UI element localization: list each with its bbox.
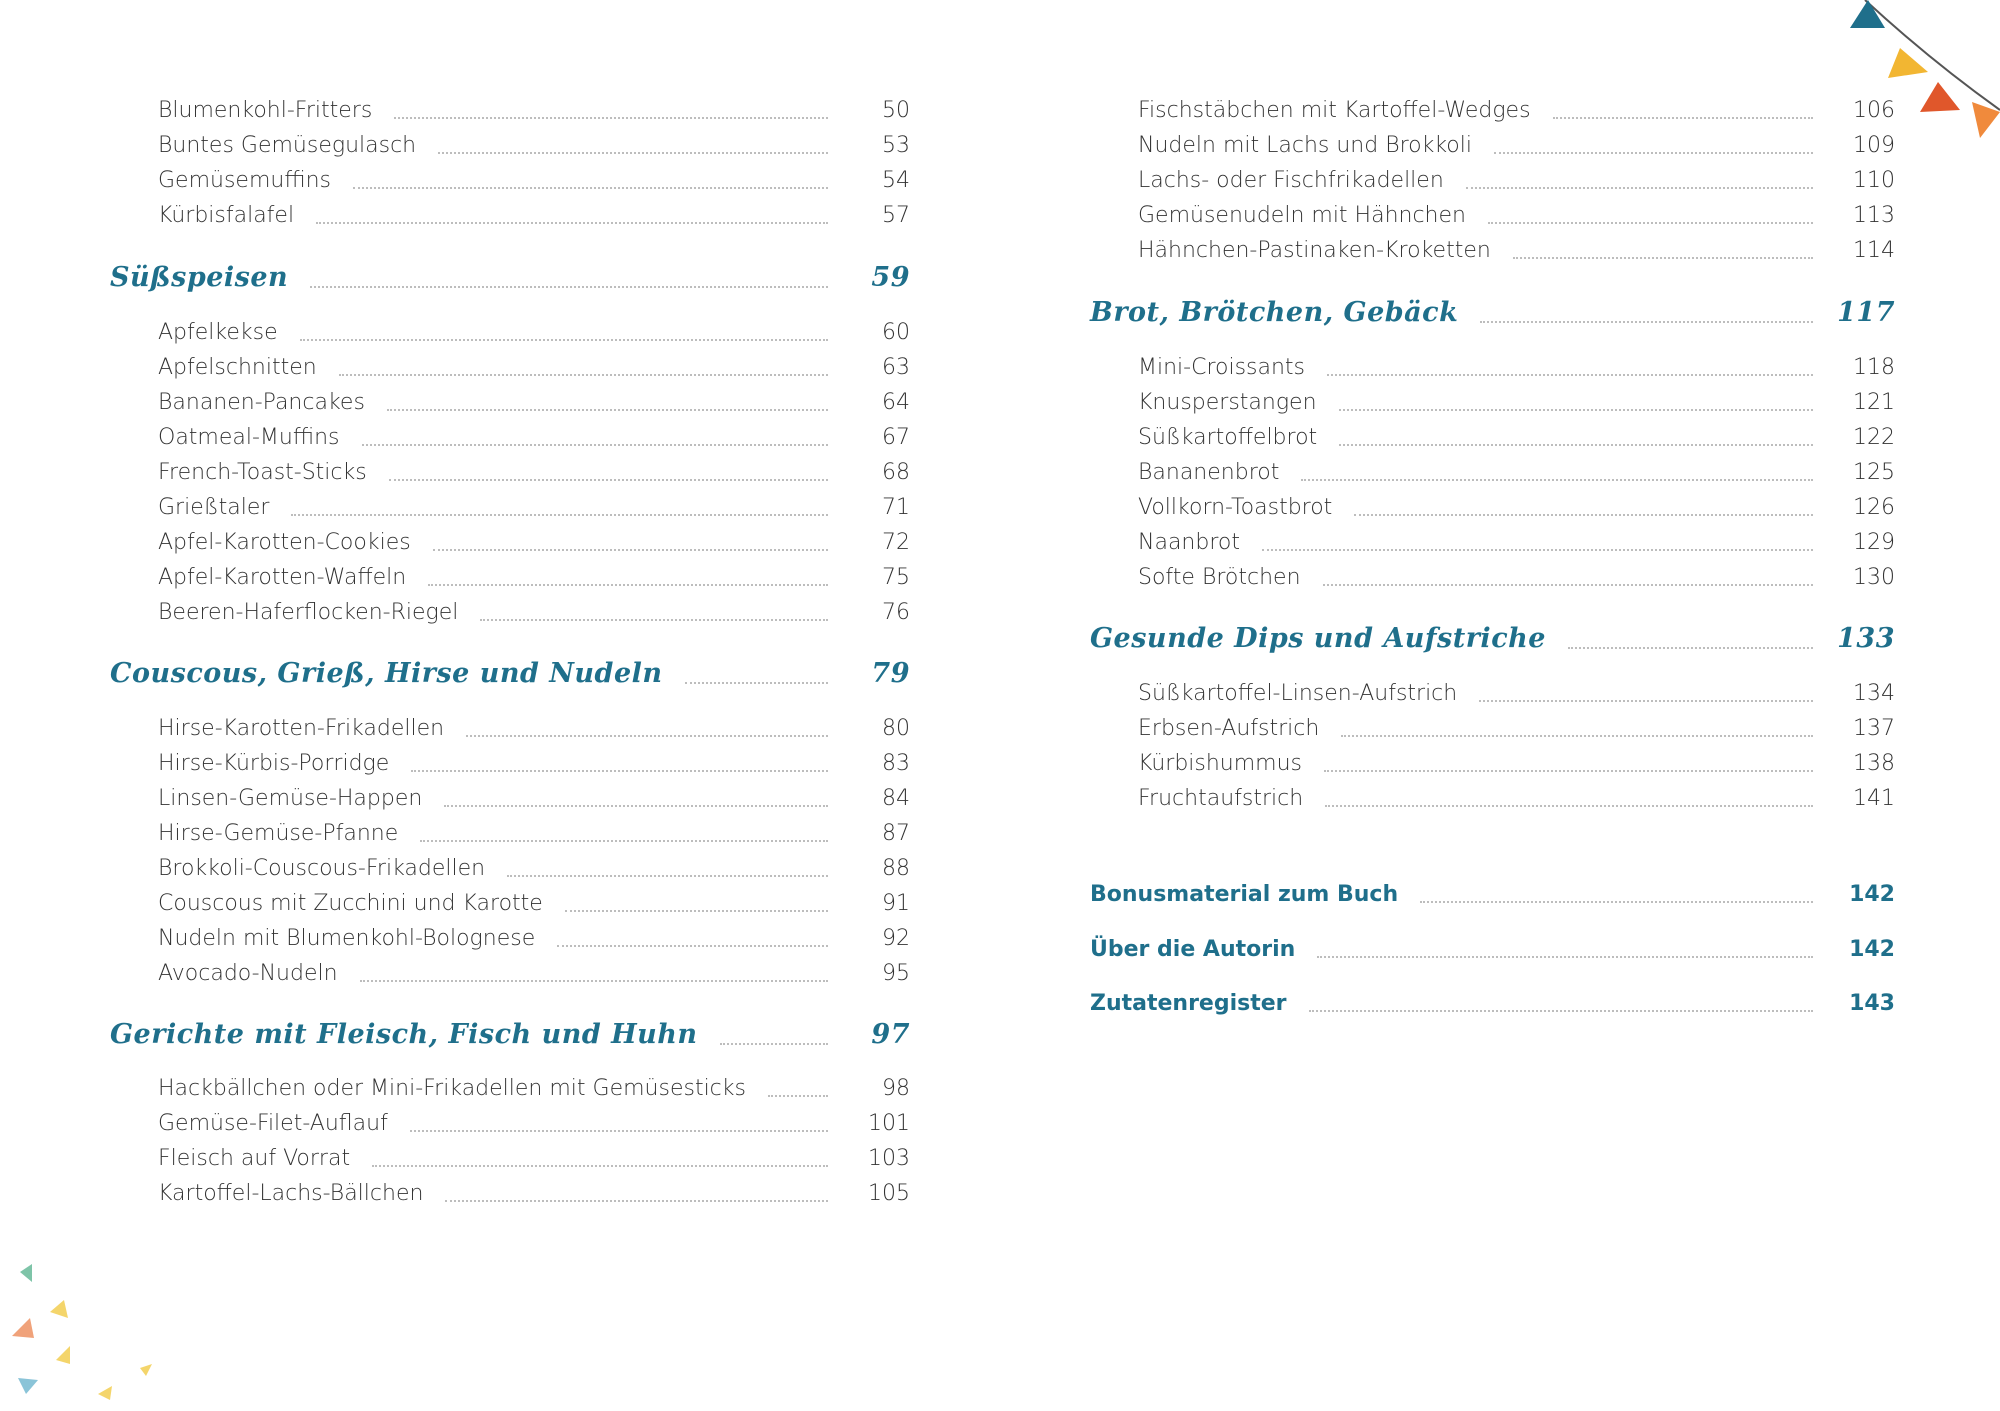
toc-entry-row[interactable]: [1090, 417, 1895, 453]
toc-page-number: 118: [1853, 355, 1895, 380]
toc-page-number: 106: [1853, 98, 1895, 123]
dot-leader: [1262, 549, 1813, 551]
toc-entry-title: Knusperstangen: [1138, 390, 1317, 415]
toc-page-number: 142: [1849, 937, 1895, 962]
toc-entry-row[interactable]: [110, 953, 910, 989]
toc-page-number: 101: [868, 1111, 910, 1136]
toc-page-number: 105: [868, 1181, 910, 1206]
bunting-flag: [1888, 48, 1928, 78]
toc-entry-row[interactable]: [1090, 452, 1895, 488]
dot-leader: [1325, 805, 1813, 807]
toc-page-number: 83: [882, 751, 910, 776]
toc-entry-row[interactable]: [110, 452, 910, 488]
dot-leader: [362, 444, 828, 446]
dot-leader: [1324, 770, 1813, 772]
bunting-flag: [1850, 0, 1885, 28]
toc-section-row[interactable]: [1090, 615, 1895, 659]
toc-entry-title: Kartoffel-Lachs-Bällchen: [158, 1181, 424, 1206]
toc-page-number: 75: [882, 565, 910, 590]
toc-page-number: 68: [882, 460, 910, 485]
confetti-triangle: [20, 1264, 32, 1282]
toc-entry-row[interactable]: [1090, 195, 1895, 231]
dot-leader: [557, 945, 828, 947]
toc-page-number: 137: [1853, 716, 1895, 741]
dot-leader: [1341, 735, 1813, 737]
dot-leader: [1309, 1010, 1813, 1012]
confetti-cluster: [12, 1264, 152, 1400]
toc-page-number: 121: [1853, 390, 1895, 415]
dot-leader: [1327, 374, 1813, 376]
toc-entry-title: Apfelschnitten: [158, 355, 317, 380]
toc-page-number: 125: [1853, 460, 1895, 485]
toc-page-number: 143: [1849, 991, 1895, 1016]
toc-entry-row[interactable]: [110, 883, 910, 919]
toc-page-number: 91: [882, 891, 910, 916]
dot-leader: [1301, 479, 1813, 481]
toc-page-number: 80: [882, 716, 910, 741]
toc-entry-title: Gemüsenudeln mit Hähnchen: [1138, 203, 1466, 228]
toc-entry-title: Hähnchen-Pastinaken-Kroketten: [1138, 238, 1491, 263]
dot-leader: [411, 770, 828, 772]
dot-leader: [339, 374, 828, 376]
dot-leader: [1568, 647, 1813, 649]
dot-leader: [1339, 409, 1813, 411]
dot-leader: [1480, 321, 1813, 323]
dot-leader: [389, 479, 828, 481]
toc-entry-title: Buntes Gemüsegulasch: [158, 133, 417, 158]
toc-entry-title: French-Toast-Sticks: [158, 460, 367, 485]
dot-leader: [444, 805, 828, 807]
toc-entry-row[interactable]: [1090, 673, 1895, 709]
toc-entry-row[interactable]: [1090, 487, 1895, 523]
toc-section-row[interactable]: [110, 1011, 910, 1055]
toc-page-number: 59: [871, 262, 910, 293]
toc-page-number: 130: [1853, 565, 1895, 590]
toc-entry-row[interactable]: [1090, 522, 1895, 558]
toc-entry-title: Hackbällchen oder Mini-Frikadellen mit Gemüsesticks: [158, 1076, 746, 1101]
toc-page-number: 117: [1837, 297, 1895, 328]
toc-entry-row[interactable]: [110, 417, 910, 453]
toc-entry-title: Lachs- oder Fischfrikadellen: [1138, 168, 1444, 193]
dot-leader: [410, 1130, 828, 1132]
toc-entry-title: Fleisch auf Vorrat: [158, 1146, 351, 1171]
toc-entry-title: Softe Brötchen: [1138, 565, 1301, 590]
toc-entry-row[interactable]: [110, 347, 910, 383]
dot-leader: [420, 840, 828, 842]
toc-entry-row[interactable]: [110, 848, 910, 884]
toc-page-number: 67: [882, 425, 910, 450]
toc-entry-title: Hirse-Gemüse-Pfanne: [158, 821, 399, 846]
toc-entry-row[interactable]: [1090, 90, 1895, 126]
toc-entry-row[interactable]: [110, 557, 910, 593]
toc-page-number: 126: [1853, 495, 1895, 520]
toc-entry-title: Bananenbrot: [1138, 460, 1280, 485]
toc-page-number: 60: [882, 320, 910, 345]
toc-extra-row[interactable]: [1090, 929, 1895, 965]
toc-entry-title: Fischstäbchen mit Kartoffel-Wedges: [1138, 98, 1531, 123]
toc-page-number: 133: [1837, 623, 1895, 654]
dot-leader: [1466, 187, 1813, 189]
toc-page-number: 129: [1853, 530, 1895, 555]
dot-leader: [1488, 222, 1813, 224]
toc-entry-row[interactable]: [1090, 557, 1895, 593]
toc-entry-title: Couscous mit Zucchini und Karotte: [158, 891, 543, 916]
toc-entry-row[interactable]: [110, 522, 910, 558]
toc-extra-row[interactable]: [1090, 874, 1895, 910]
toc-entry-title: Süßkartoffelbrot: [1138, 425, 1318, 450]
confetti-triangle: [140, 1364, 152, 1376]
toc-entry-title: Beeren-Haferflocken-Riegel: [158, 600, 459, 625]
dot-leader: [1323, 584, 1813, 586]
toc-page-number: 122: [1853, 425, 1895, 450]
dot-leader: [1420, 901, 1813, 903]
toc-entry-title: Mini-Croissants: [1138, 355, 1306, 380]
toc-page-number: 98: [882, 1076, 910, 1101]
dot-leader: [428, 584, 828, 586]
toc-entry-row[interactable]: [110, 592, 910, 628]
toc-section-title: Gerichte mit Fleisch, Fisch und Huhn: [110, 1019, 698, 1050]
toc-extra-row[interactable]: [1090, 983, 1895, 1019]
toc-page-number: 134: [1853, 681, 1895, 706]
dot-leader: [1354, 514, 1813, 516]
toc-section-title: Süßspeisen: [110, 262, 289, 293]
toc-page-number: 88: [882, 856, 910, 881]
toc-page-number: 141: [1853, 786, 1895, 811]
toc-page-number: 50: [882, 98, 910, 123]
toc-entry-row[interactable]: [110, 813, 910, 849]
toc-extra-title: Zutatenregister: [1090, 991, 1287, 1016]
dot-leader: [438, 152, 828, 154]
toc-page-number: 110: [1853, 168, 1895, 193]
toc-entry-row[interactable]: [1090, 778, 1895, 814]
toc-page-number: 114: [1853, 238, 1895, 263]
toc-page-number: 57: [882, 203, 910, 228]
toc-entry-row[interactable]: [1090, 230, 1895, 266]
bunting-flag: [1972, 102, 2000, 138]
confetti-triangle: [50, 1300, 68, 1318]
confetti-triangle: [12, 1318, 34, 1338]
toc-page-number: 84: [882, 786, 910, 811]
dot-leader: [353, 187, 828, 189]
dot-leader: [466, 735, 828, 737]
toc-entry-row[interactable]: [110, 1103, 910, 1139]
confetti-triangle: [18, 1378, 38, 1394]
toc-entry-row[interactable]: [110, 382, 910, 418]
toc-page-number: 97: [871, 1019, 910, 1050]
toc-extra-title: Bonusmaterial zum Buch: [1090, 882, 1399, 907]
toc-entry-row[interactable]: [110, 778, 910, 814]
toc-entry-title: Brokkoli-Couscous-Frikadellen: [158, 856, 486, 881]
bunting-flag: [1920, 82, 1960, 112]
dot-leader: [433, 549, 828, 551]
dot-leader: [316, 222, 828, 224]
toc-entry-row[interactable]: [110, 90, 910, 126]
toc-entry-title: Apfel-Karotten-Cookies: [158, 530, 411, 555]
dot-leader: [768, 1095, 828, 1097]
toc-page-number: 87: [882, 821, 910, 846]
toc-entry-title: Hirse-Karotten-Frikadellen: [158, 716, 445, 741]
dot-leader: [387, 409, 828, 411]
toc-entry-row[interactable]: [110, 312, 910, 348]
toc-page-number: 138: [1853, 751, 1895, 776]
toc-entry-row[interactable]: [110, 1173, 910, 1209]
toc-entry-row[interactable]: [1090, 382, 1895, 418]
toc-entry-title: Fruchtaufstrich: [1138, 786, 1304, 811]
toc-entry-title: Nudeln mit Lachs und Brokkoli: [1138, 133, 1472, 158]
toc-page-number: 142: [1849, 882, 1895, 907]
toc-entry-title: Kürbishummus: [1138, 751, 1303, 776]
toc-page-number: 95: [882, 961, 910, 986]
toc-entry-row[interactable]: [110, 1138, 910, 1174]
toc-entry-row[interactable]: [110, 160, 910, 196]
toc-section-row[interactable]: [110, 650, 910, 694]
dot-leader: [1494, 152, 1813, 154]
toc-page-number: 54: [882, 168, 910, 193]
toc-entry-row[interactable]: [110, 487, 910, 523]
toc-entry-row[interactable]: [110, 1068, 910, 1104]
toc-entry-row[interactable]: [1090, 125, 1895, 161]
toc-page-number: 53: [882, 133, 910, 158]
toc-page-number: 63: [882, 355, 910, 380]
dot-leader: [1513, 257, 1813, 259]
dot-leader: [1479, 700, 1813, 702]
toc-entry-row[interactable]: [1090, 160, 1895, 196]
toc-entry-title: Gemüse-Filet-Auflauf: [158, 1111, 388, 1136]
toc-entry-row[interactable]: [1090, 743, 1895, 779]
toc-section-title: Couscous, Grieß, Hirse und Nudeln: [110, 658, 663, 689]
confetti-triangle: [98, 1386, 112, 1400]
toc-entry-title: Apfelkekse: [158, 320, 278, 345]
dot-leader: [480, 619, 828, 621]
toc-page-number: 64: [882, 390, 910, 415]
toc-extra-title: Über die Autorin: [1090, 937, 1296, 962]
toc-entry-title: Apfel-Karotten-Waffeln: [158, 565, 407, 590]
dot-leader: [445, 1200, 828, 1202]
toc-entry-row[interactable]: [1090, 708, 1895, 744]
toc-entry-title: Blumenkohl-Fritters: [158, 98, 373, 123]
toc-entry-row[interactable]: [110, 743, 910, 779]
toc-entry-title: Bananen-Pancakes: [158, 390, 365, 415]
dot-leader: [685, 682, 828, 684]
dot-leader: [720, 1043, 828, 1045]
toc-page-number: 109: [1853, 133, 1895, 158]
toc-entry-row[interactable]: [110, 918, 910, 954]
toc-entry-title: Erbsen-Aufstrich: [1138, 716, 1320, 741]
confetti-triangle: [56, 1346, 70, 1364]
toc-entry-title: Linsen-Gemüse-Happen: [158, 786, 423, 811]
toc-section-title: Gesunde Dips und Aufstriche: [1090, 623, 1546, 654]
dot-leader: [291, 514, 828, 516]
toc-entry-title: Grießtaler: [158, 495, 270, 520]
toc-entry-title: Gemüsemuffins: [158, 168, 332, 193]
toc-entry-row[interactable]: [110, 125, 910, 161]
toc-entry-title: Avocado-Nudeln: [158, 961, 338, 986]
toc-page-number: 103: [868, 1146, 910, 1171]
toc-entry-title: Oatmeal-Muffins: [158, 425, 340, 450]
toc-entry-title: Naanbrot: [1138, 530, 1240, 555]
toc-page-number: 113: [1853, 203, 1895, 228]
toc-entry-title: Nudeln mit Blumenkohl-Bolognese: [158, 926, 536, 951]
toc-entry-title: Süßkartoffel-Linsen-Aufstrich: [1138, 681, 1458, 706]
toc-entry-title: Vollkorn-Toastbrot: [1138, 495, 1333, 520]
dot-leader: [1339, 444, 1813, 446]
dot-leader: [507, 875, 828, 877]
toc-section-title: Brot, Brötchen, Gebäck: [1090, 297, 1459, 328]
toc-section-row[interactable]: [1090, 289, 1895, 333]
toc-page-number: 76: [882, 600, 910, 625]
dot-leader: [360, 980, 828, 982]
dot-leader: [1553, 117, 1813, 119]
toc-entry-row[interactable]: [110, 708, 910, 744]
toc-entry-row[interactable]: [1090, 347, 1895, 383]
dot-leader: [565, 910, 828, 912]
dot-leader: [372, 1165, 828, 1167]
dot-leader: [1317, 956, 1813, 958]
toc-entry-title: Kürbisfalafel: [158, 203, 295, 228]
toc-entry-title: Hirse-Kürbis-Porridge: [158, 751, 390, 776]
toc-page-number: 71: [882, 495, 910, 520]
dot-leader: [394, 117, 828, 119]
toc-page-number: 72: [882, 530, 910, 555]
toc-entry-row[interactable]: [110, 195, 910, 231]
toc-section-row[interactable]: [110, 254, 910, 298]
dot-leader: [300, 339, 828, 341]
toc-page-number: 79: [871, 658, 910, 689]
dot-leader: [310, 286, 828, 288]
toc-page-number: 92: [882, 926, 910, 951]
